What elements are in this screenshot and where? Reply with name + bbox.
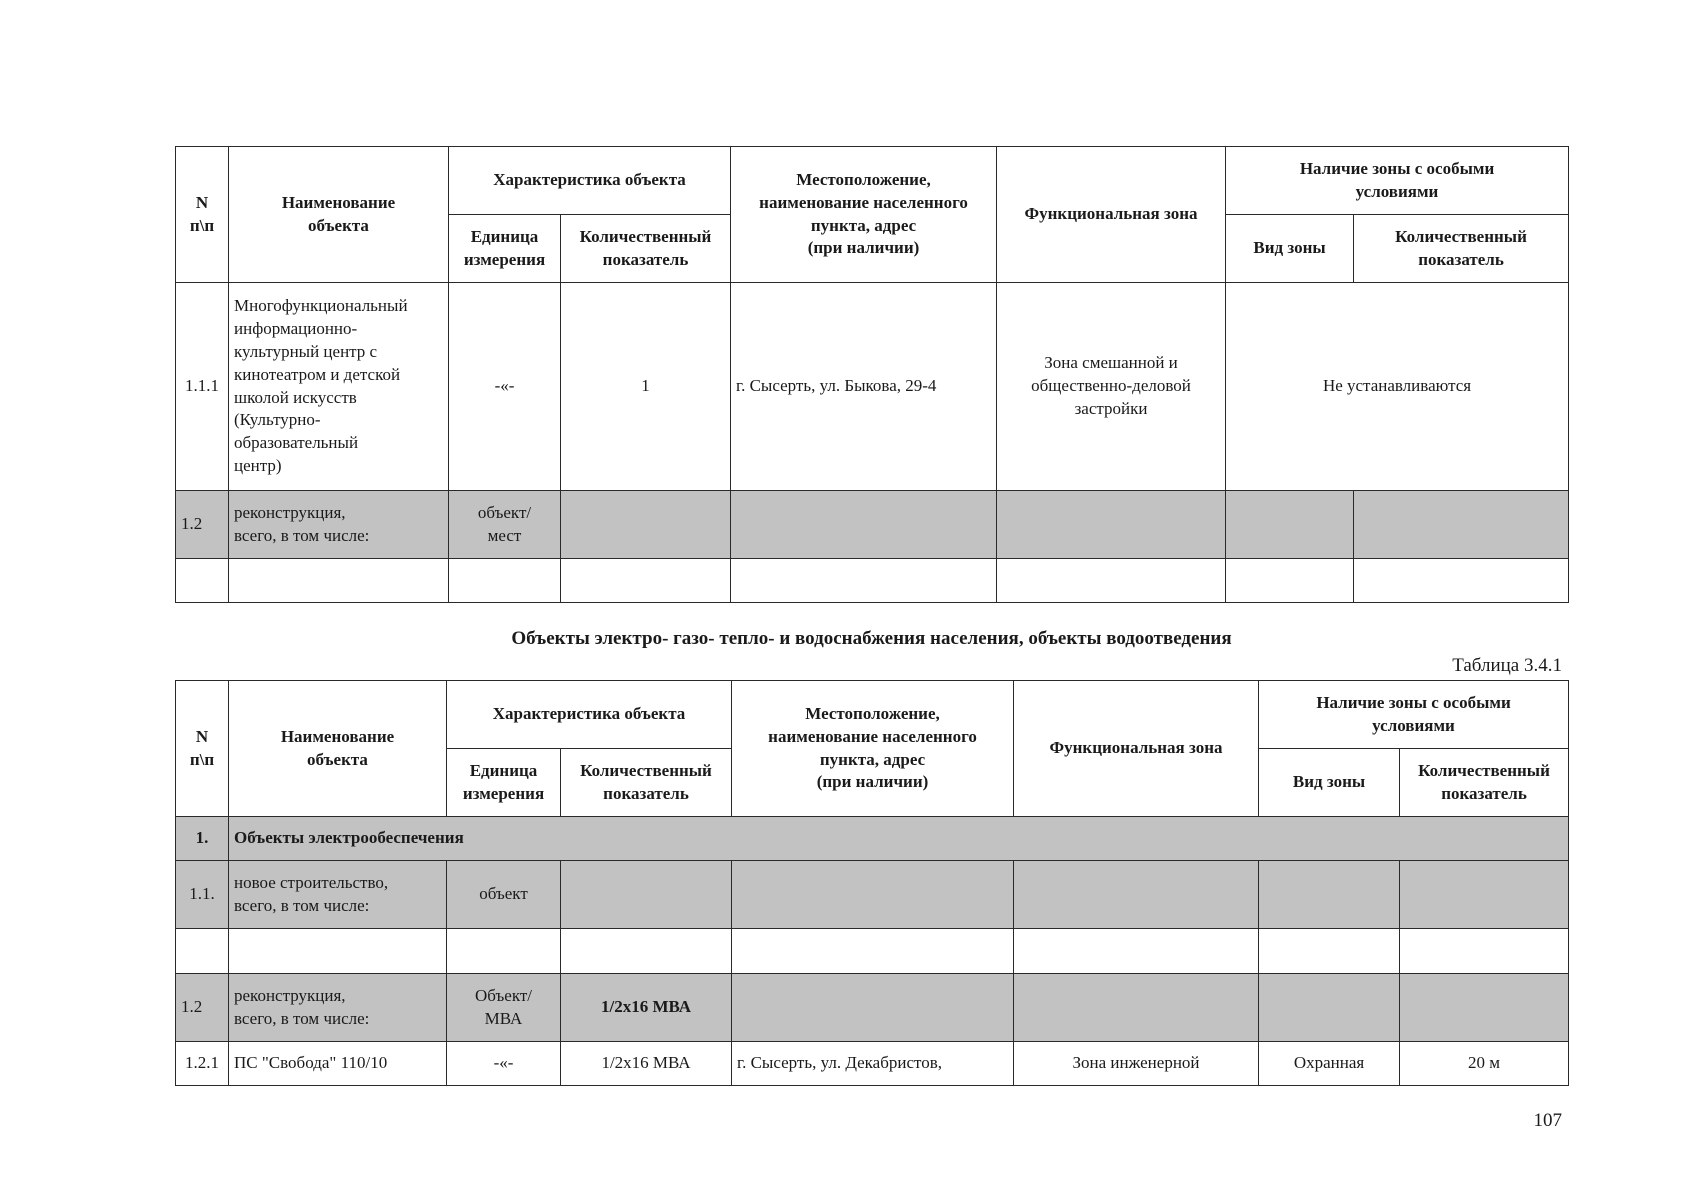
header-unit: Единица измерения xyxy=(449,215,561,283)
cell-empty xyxy=(732,929,1014,974)
cell-empty xyxy=(176,929,229,974)
cell-num: 1. xyxy=(176,817,229,861)
cell-unit: -«- xyxy=(447,1042,561,1086)
cell-empty xyxy=(561,559,731,603)
header-name: Наименование объекта xyxy=(229,681,447,817)
cell-zone-quantity: 20 м xyxy=(1400,1042,1569,1086)
cell-location: г. Сысерть, ул. Декабристов, xyxy=(732,1042,1014,1086)
cell-zone-type xyxy=(1259,974,1400,1042)
cell-location xyxy=(731,491,997,559)
cell-num: 1.2 xyxy=(176,491,229,559)
cell-functional-zone: Зона инженерной xyxy=(1014,1042,1259,1086)
header-special-zone: Наличие зоны с особыми условиями xyxy=(1259,681,1569,749)
table-row xyxy=(176,929,1569,974)
cell-empty xyxy=(1014,929,1259,974)
cell-zone-type xyxy=(1226,491,1354,559)
cell-quantity xyxy=(561,491,731,559)
header-quantity: Количественный показатель xyxy=(561,749,732,817)
section-row xyxy=(176,817,1569,861)
cell-empty xyxy=(1259,929,1400,974)
cell-empty xyxy=(1354,559,1569,603)
cell-name: новое строительство, всего, в том числе: xyxy=(229,861,447,929)
table-number: Таблица 3.4.1 xyxy=(1452,655,1562,676)
cell-empty xyxy=(1400,929,1569,974)
header-num: N п\п xyxy=(176,681,229,817)
cell-num: 1.1. xyxy=(176,861,229,929)
page-number: 107 xyxy=(1533,1110,1562,1131)
cell-section-name: Объекты электрообеспечения xyxy=(229,817,1569,861)
table-row xyxy=(176,559,1569,603)
section-title: Объекты электро- газо- тепло- и водоснабжения населения, объекты водоотведения xyxy=(511,628,1232,649)
cell-num: 1.2.1 xyxy=(176,1042,229,1086)
cell-empty xyxy=(229,559,449,603)
cell-location xyxy=(732,974,1014,1042)
cell-quantity: 1 xyxy=(561,283,731,491)
header-name: Наименование объекта xyxy=(229,147,449,283)
cell-zone-type xyxy=(1259,861,1400,929)
cell-zone-quantity xyxy=(1400,861,1569,929)
cell-quantity: 1/2х16 МВА xyxy=(561,974,732,1042)
objects-table-continued xyxy=(175,146,1569,603)
header-functional-zone: Функциональная зона xyxy=(997,147,1226,283)
cell-zone-type: Охранная xyxy=(1259,1042,1400,1086)
header-characteristic: Характеристика объекта xyxy=(447,681,732,749)
header-functional-zone: Функциональная зона xyxy=(1014,681,1259,817)
cell-num: 1.1.1 xyxy=(176,283,229,491)
cell-location: г. Сысерть, ул. Быкова, 29-4 xyxy=(731,283,997,491)
cell-empty xyxy=(176,559,229,603)
header-quantity: Количественный показатель xyxy=(561,215,731,283)
header-num: N п\п xyxy=(176,147,229,283)
cell-empty xyxy=(449,559,561,603)
cell-functional-zone xyxy=(997,491,1226,559)
cell-location xyxy=(732,861,1014,929)
table-row xyxy=(176,283,1569,491)
header-special-zone: Наличие зоны с особыми условиями xyxy=(1226,147,1569,215)
header-zone-type: Вид зоны xyxy=(1226,215,1354,283)
cell-empty xyxy=(1226,559,1354,603)
header-zone-type: Вид зоны xyxy=(1259,749,1400,817)
table-row xyxy=(176,861,1569,929)
cell-zone-quantity xyxy=(1354,491,1569,559)
cell-quantity: 1/2х16 МВА xyxy=(561,1042,732,1086)
cell-functional-zone xyxy=(1014,974,1259,1042)
header-zone-quantity: Количественный показатель xyxy=(1354,215,1569,283)
cell-name: реконструкция, всего, в том числе: xyxy=(229,974,447,1042)
cell-unit: объект xyxy=(447,861,561,929)
utility-objects-table xyxy=(175,680,1569,1086)
cell-empty xyxy=(229,929,447,974)
cell-quantity xyxy=(561,861,732,929)
table-row xyxy=(176,1042,1569,1086)
cell-name: Многофункциональный информационно- культурный центр с кинотеатром и детской школой искусств (Культурно- образовательный центр) xyxy=(229,283,449,491)
cell-unit: объект/ мест xyxy=(449,491,561,559)
cell-unit: Объект/ МВА xyxy=(447,974,561,1042)
cell-zone-quantity xyxy=(1400,974,1569,1042)
cell-unit: -«- xyxy=(449,283,561,491)
header-unit: Единица измерения xyxy=(447,749,561,817)
header-zone-quantity: Количественный показатель xyxy=(1400,749,1569,817)
cell-empty xyxy=(447,929,561,974)
cell-special-zone: Не устанавливаются xyxy=(1226,283,1569,491)
cell-empty xyxy=(561,929,732,974)
table-row xyxy=(176,974,1569,1042)
cell-empty xyxy=(997,559,1226,603)
cell-functional-zone xyxy=(1014,861,1259,929)
table-row xyxy=(176,491,1569,559)
cell-functional-zone: Зона смешанной и общественно-деловой застройки xyxy=(997,283,1226,491)
header-characteristic: Характеристика объекта xyxy=(449,147,731,215)
cell-name: реконструкция, всего, в том числе: xyxy=(229,491,449,559)
header-location: Местоположение, наименование населенного пункта, адрес (при наличии) xyxy=(731,147,997,283)
cell-name: ПС "Свобода" 110/10 xyxy=(229,1042,447,1086)
cell-num: 1.2 xyxy=(176,974,229,1042)
cell-empty xyxy=(731,559,997,603)
header-location: Местоположение, наименование населенного пункта, адрес (при наличии) xyxy=(732,681,1014,817)
